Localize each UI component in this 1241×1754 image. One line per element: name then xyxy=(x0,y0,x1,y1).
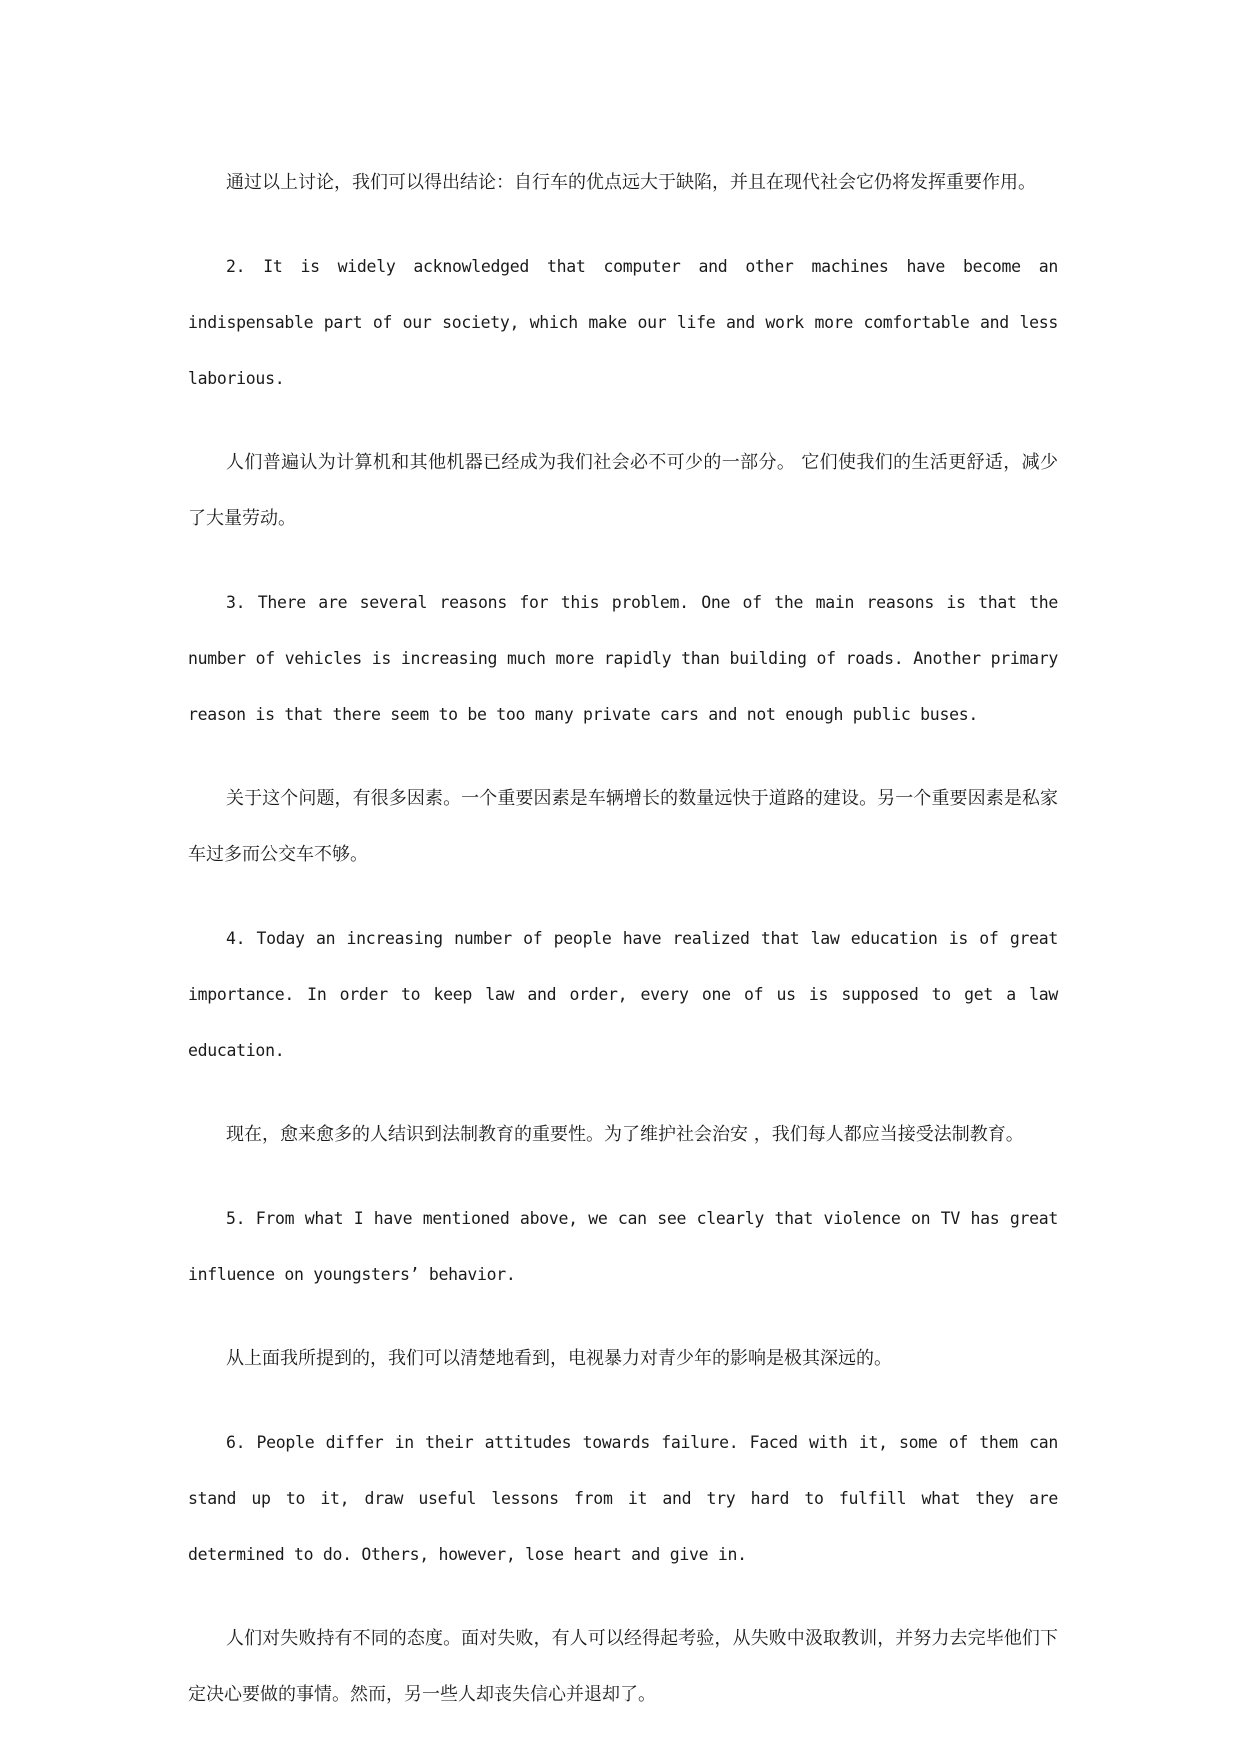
paragraph-gap xyxy=(188,1303,1058,1331)
paragraph-en-3: 3. There are several reasons for this problem. One of the main reasons is that the number of vehicles is increasing much more rapidly than building of roads. Another primary reason is that there seem to be too many private cars and not enough public buses. xyxy=(188,593,1058,724)
paragraph-zh-4: 现在，愈来愈多的人结识到法制教育的重要性。为了维护社会治安 ，我们每人都应当接受法制教育。 xyxy=(226,1124,1024,1145)
paragraph-gap xyxy=(188,883,1058,911)
paragraph-gap xyxy=(188,1163,1058,1191)
paragraph-en-5: 5. From what I have mentioned above, we can see clearly that violence on TV has great influence on youngsters’ behavior. xyxy=(188,1209,1058,1284)
paragraph-zh-conclusion-bicycle: 通过以上讨论，我们可以得出结论：自行车的优点远大于缺陷，并且在现代社会它仍将发挥重要作用。 xyxy=(226,172,1036,193)
paragraph-gap xyxy=(188,547,1058,575)
paragraph-en-4: 4. Today an increasing number of people have realized that law education is of great importance. In order to keep law and order, every one of us is supposed to get a law education. xyxy=(188,929,1058,1060)
paragraph-gap xyxy=(188,1387,1058,1415)
paragraph-gap xyxy=(188,1079,1058,1107)
paragraph-zh-3: 关于这个问题，有很多因素。一个重要因素是车辆增长的数量远快于道路的建设。另一个重要因素是私家车过多而公交车不够。 xyxy=(188,788,1058,865)
paragraph-zh-2: 人们普遍认为计算机和其他机器已经成为我们社会必不可少的一部分。 它们使我们的生活更舒适，减少了大量劳动。 xyxy=(188,452,1058,529)
paragraph-zh-5: 从上面我所提到的，我们可以清楚地看到，电视暴力对青少年的影响是极其深远的。 xyxy=(226,1348,892,1369)
paragraph-en-6: 6. People differ in their attitudes towards failure. Faced with it, some of them can stand up to it, draw useful lessons from it and try hard to fulfill what they are determined to do. Others, however, lose heart and give in. xyxy=(188,1433,1058,1564)
paragraph-gap xyxy=(188,407,1058,435)
paragraph-gap xyxy=(188,1583,1058,1611)
paragraph-zh-6: 人们对失败持有不同的态度。面对失败，有人可以经得起考验，从失败中汲取教训，并努力去完毕他们下定决心要做的事情。然而，另一些人却丧失信心并退却了。 xyxy=(188,1628,1058,1705)
paragraph-en-2: 2. It is widely acknowledged that computer and other machines have become an indispensable part of our society, which make our life and work more comfortable and less laborious. xyxy=(188,257,1058,388)
paragraph-gap xyxy=(188,743,1058,771)
paragraph-gap xyxy=(188,211,1058,239)
document-body xyxy=(188,155,1058,1723)
